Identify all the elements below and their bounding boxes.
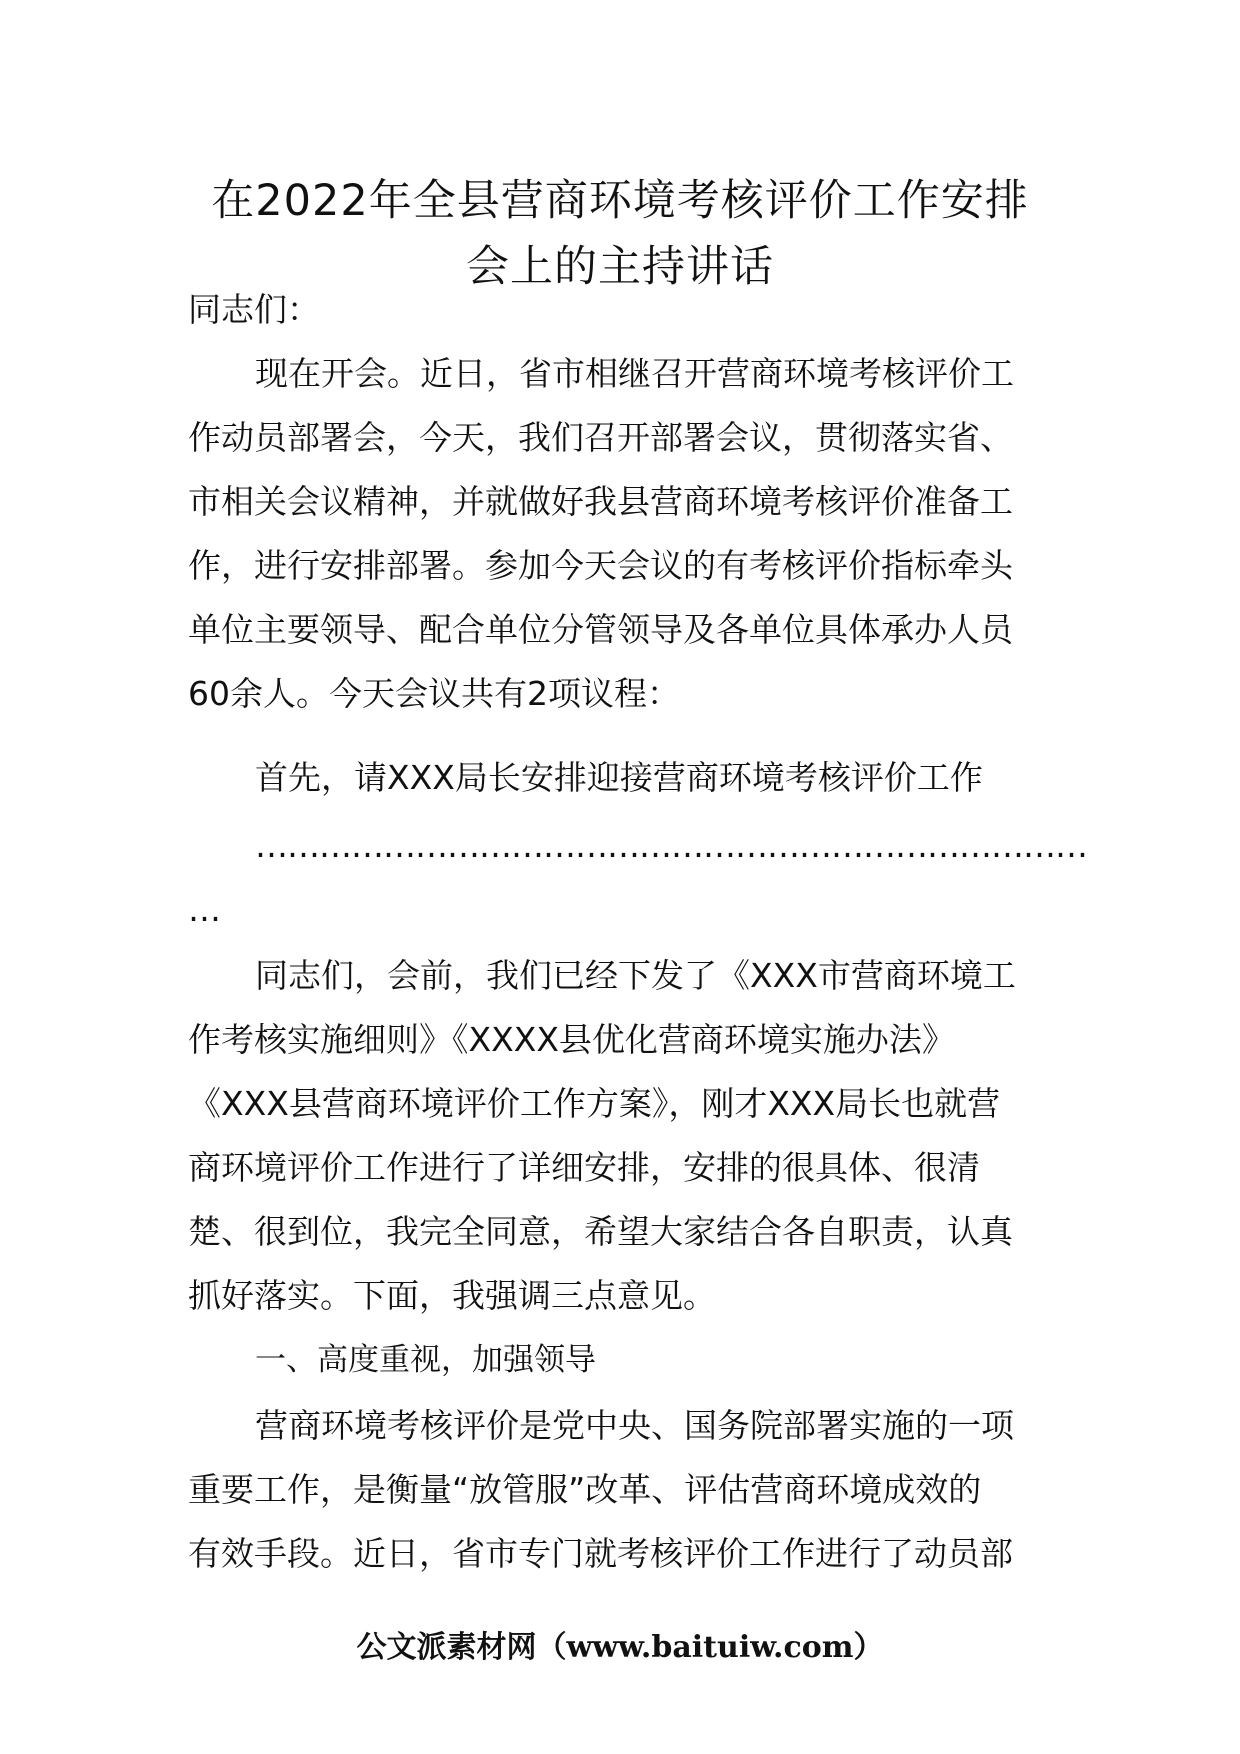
paragraph-line: 商环境评价工作进行了详细安排，安排的很具体、很清 — [188, 1148, 980, 1187]
paragraph-line: 60余人。今天会议共有2项议程： — [188, 674, 680, 713]
paragraph-line: 营商环境考核评价是党中央、国务院部署实施的一项 — [255, 1406, 1014, 1445]
ellipsis-line: …………………………………………………………………… — [255, 826, 1087, 865]
paragraph-line: 有效手段。近日，省市专门就考核评价工作进行了动员部 — [188, 1534, 1013, 1573]
paragraph-line: 抓好落实。下面，我强调三点意见。 — [188, 1276, 716, 1315]
paragraph-line: 作，进行安排部署。参加今天会议的有考核评价指标牵头 — [188, 546, 1013, 585]
document-title — [150, 168, 1090, 300]
paragraph-line: 单位主要领导、配合单位分管领导及各单位具体承办人员 — [188, 610, 1013, 649]
paragraph-line: 重要工作，是衡量“放管服”改革、评估营商环境成效的 — [188, 1470, 982, 1509]
paragraph-line: 《XXX县营商环境评价工作方案》，刚才XXX局长也就营 — [188, 1084, 1001, 1123]
title-line-2: 会上的主持讲话 — [466, 242, 774, 292]
salutation: 同志们： — [188, 290, 320, 329]
paragraph-line: 作考核实施细则》《XXXX县优化营商环境实施办法》 — [188, 1020, 955, 1059]
section-heading: 一、高度重视，加强领导 — [255, 1342, 596, 1378]
ellipsis-tail: … — [188, 890, 221, 929]
paragraph-line: 市相关会议精神，并就做好我县营商环境考核评价准备工 — [188, 482, 1013, 521]
paragraph-line: 现在开会。近日，省市相继召开营商环境考核评价工 — [255, 354, 1014, 393]
paragraph-line: 同志们，会前，我们已经下发了《XXX市营商环境工 — [255, 956, 1016, 995]
footer-source: 公文派素材网（www.baituiw.com） — [356, 1630, 884, 1665]
paragraph-line: 楚、很到位，我完全同意，希望大家结合各自职责，认真 — [188, 1212, 1013, 1251]
agenda-item-text: 首先，请XXX局长安排迎接营商环境考核评价工作 — [255, 758, 983, 797]
paragraph-line: 作动员部署会，今天，我们召开部署会议，贯彻落实省、 — [188, 418, 1013, 457]
title-line-1: 在2022年全县营商环境考核评价工作安排 — [211, 176, 1029, 226]
